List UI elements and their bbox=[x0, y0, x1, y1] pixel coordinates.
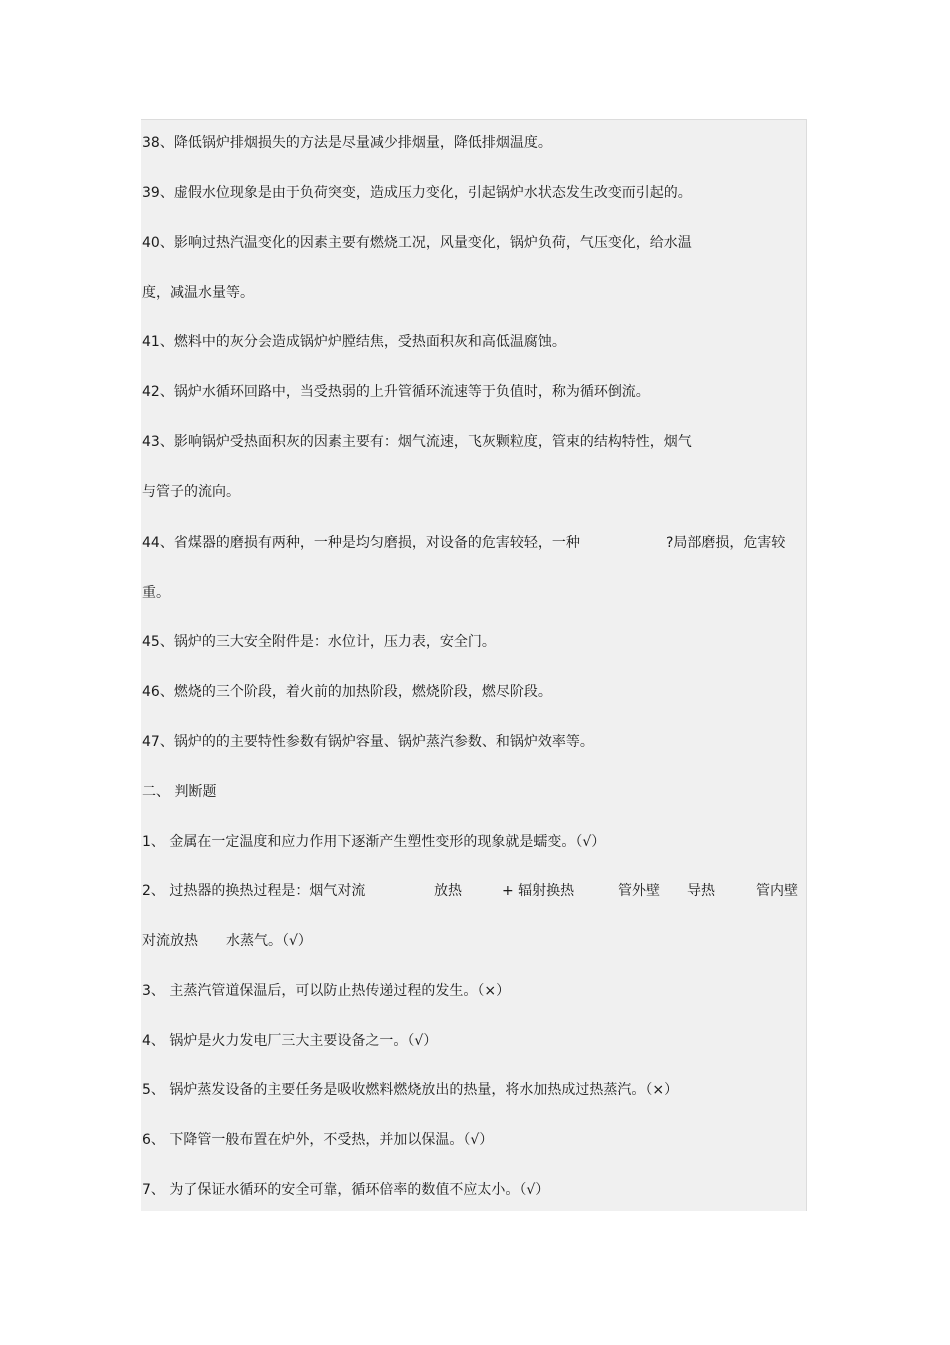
text-line-tf5: 5、 锅炉蒸发设备的主要任务是吸收燃料燃烧放出的热量，将水加热成过热蒸汽。（×） bbox=[142, 1082, 679, 1098]
text-segment: 管内壁 bbox=[756, 883, 798, 899]
text-line-tf2 bbox=[142, 881, 804, 901]
text-line-q46: 46、燃烧的三个阶段，着火前的加热阶段，燃烧阶段，燃尽阶段。 bbox=[142, 684, 552, 700]
text-line-tf3: 3、 主蒸汽管道保温后，可以防止热传递过程的发生。（×） bbox=[142, 983, 511, 999]
text-line-q38: 38、降低锅炉排烟损失的方法是尽量减少排烟量，降低排烟温度。 bbox=[142, 135, 552, 151]
text-line-tf4: 4、 锅炉是火力发电厂三大主要设备之一。（√） bbox=[142, 1033, 438, 1049]
text-segment: 2、 过热器的换热过程是：烟气对流 bbox=[142, 883, 366, 899]
text-segment: 导热 bbox=[687, 883, 715, 899]
text-segment: 水蒸气。（√） bbox=[226, 933, 312, 949]
text-line-tf2-cont bbox=[142, 931, 442, 951]
text-line-q40-cont: 度，减温水量等。 bbox=[142, 285, 254, 301]
text-line-q39: 39、虚假水位现象是由于负荷突变，造成压力变化，引起锅炉水状态发生改变而引起的。 bbox=[142, 185, 692, 201]
text-line-q40: 40、影响过热汽温变化的因素主要有燃烧工况，风量变化，锅炉负荷，气压变化，给水温 bbox=[142, 235, 692, 251]
text-segment: 放热 bbox=[434, 883, 462, 899]
text-line-q47: 47、锅炉的的主要特性参数有锅炉容量、锅炉蒸汽参数、和锅炉效率等。 bbox=[142, 734, 594, 750]
text-segment: 对流放热 bbox=[142, 933, 198, 949]
text-segment: ?局部磨损，危害较 bbox=[666, 535, 786, 551]
text-line-tf6: 6、 下降管一般布置在炉外，不受热，并加以保温。（√） bbox=[142, 1132, 494, 1148]
text-line-q42: 42、锅炉水循环回路中，当受热弱的上升管循环流速等于负值时，称为循环倒流。 bbox=[142, 384, 650, 400]
section-heading-true-false: 二、 判断题 bbox=[142, 784, 217, 800]
text-segment: 管外壁 bbox=[618, 883, 660, 899]
text-line-q45: 45、锅炉的三大安全附件是：水位计，压力表，安全门。 bbox=[142, 634, 496, 650]
text-line-tf1: 1、 金属在一定温度和应力作用下逐渐产生塑性变形的现象就是蠕变。（√） bbox=[142, 834, 606, 850]
text-segment: 44、省煤器的磨损有两种，一种是均匀磨损，对设备的危害较轻，一种 bbox=[142, 535, 580, 551]
text-segment: + 辐射换热 bbox=[502, 883, 575, 899]
text-line-q43-cont: 与管子的流向。 bbox=[142, 484, 240, 500]
text-line-q43: 43、影响锅炉受热面积灰的因素主要有：烟气流速，飞灰颗粒度，管束的结构特性，烟气 bbox=[142, 434, 692, 450]
text-line-tf7: 7、 为了保证水循环的安全可靠，循环倍率的数值不应太小。（√） bbox=[142, 1182, 550, 1198]
text-line-q41: 41、燃料中的灰分会造成锅炉炉膛结焦，受热面积灰和高低温腐蚀。 bbox=[142, 334, 566, 350]
text-line-q44 bbox=[142, 533, 802, 553]
text-line-q44-cont: 重。 bbox=[142, 585, 170, 601]
